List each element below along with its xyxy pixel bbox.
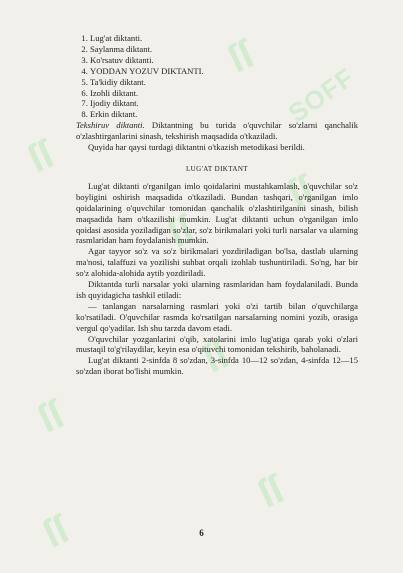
body-paragraph: Agar tayyor so'z va so'z birikmalari yozdiriladigan bo'lsa, dastlab ularning ma'nosi, talaffuzi va yozilishi suhbat orqali izohlab tushuntiriladi. So'ng, har bir so'z alohida-alohida aytib yozdiriladi.	[76, 246, 358, 279]
list-item: 2. Saylanma diktant.	[90, 44, 358, 55]
page-content	[76, 33, 358, 377]
body-paragraph: Diktantda turli narsalar yoki ularning rasmlaridan ham foydalaniladi. Bunda ish quyidagicha tashkil etiladi:	[76, 279, 358, 300]
watermark-text-icon: SOFF	[282, 61, 361, 129]
watermark-logo-icon: ſſ	[196, 332, 236, 382]
tekshiruv-paragraph	[76, 120, 358, 142]
body-paragraph: O'quvchilar yozganlarini o'qib, xatolarini imlo lug'atiga qarab yoki o'zlari mustaqil to'g'rilaydilar, keyin esa o'qituvchi tomonidan tekshirib, baholanadi.	[76, 333, 358, 355]
watermark-logo-icon: ſſ	[251, 467, 291, 517]
list-item: 7. Ijodiy diktant.	[90, 98, 358, 109]
tekshiruv-text: Diktantning bu turida o'quvchilar so'zlarni qanchalik o'zlashtirganlarini sinash, tekshirish maqsadida o'tkaziladi.	[76, 120, 358, 142]
body-paragraph: Lug'at diktanti o'rganilgan imlo qoidalarini mustahkamlash, o'quvchilar so'z boyligini oshirish maqsadida o'tkaziladi. Bundan tashqari, o'rganilgan imlo qoidalarining o'quvchilar tomonidan qanchalik o'zlashtirilganini sinash, bilish maqsadida ham o'tkazilishi mumkin. Lug'at diktanti uchun o'rganilgan imlo qoidasi asosida yoziladigan so'zlar, so'z birikmalari yoki turli narsalar va ularning rasmlaridan ham foydalanish mumkin.	[76, 180, 358, 246]
list-item: 4. YODDAN YOZUV DIKTANTI.	[90, 66, 358, 77]
list-item: 6. Izohli diktant.	[90, 88, 358, 99]
watermark-logo-icon: ſſ	[221, 32, 261, 82]
list-item: 1. Lug'at diktanti.	[90, 33, 358, 44]
watermark-logo-icon: ſſ	[36, 507, 76, 557]
list-item: 5. Ta'kidiy diktant.	[90, 77, 358, 88]
watermark-logo-icon: ſſ	[31, 392, 71, 442]
intro-paragraph: Quyida har qaysi turdagi diktantni o'tkazish metodikasi berildi.	[88, 142, 305, 153]
list-item: 3. Ko'rsatuv diktanti.	[90, 55, 358, 66]
watermark-logo-icon: ſſ	[21, 132, 61, 182]
list-item: 8. Erkin diktant.	[90, 109, 358, 120]
dictation-types-list	[76, 33, 358, 120]
body-paragraph: Lug'at diktanti 2-sinfda 8 so'zdan, 3-sinfda 10—12 so'zdan, 4-sinfda 12—15 so'zdan iborat bo'lishi mumkin.	[76, 355, 358, 377]
body-paragraph: — tanlangan narsalarning rasmlari yoki o'zi tartib bilan o'quvchilarga ko'rsatiladi. O'quvchilar rasmda ko'rsatilgan narsalarning nomini yozib, orasiga vergul qo'yadilar. Ish shu tarzda davom etadi.	[76, 300, 358, 333]
watermark-logo-icon: ſſ	[281, 167, 321, 217]
page-number: 6	[199, 528, 204, 538]
section-heading: LUG'AT DIKTANT	[186, 164, 248, 173]
tekshiruv-term: Tekshiruv diktanti.	[76, 120, 145, 131]
watermark-logo-icon: ſſ	[161, 207, 201, 257]
